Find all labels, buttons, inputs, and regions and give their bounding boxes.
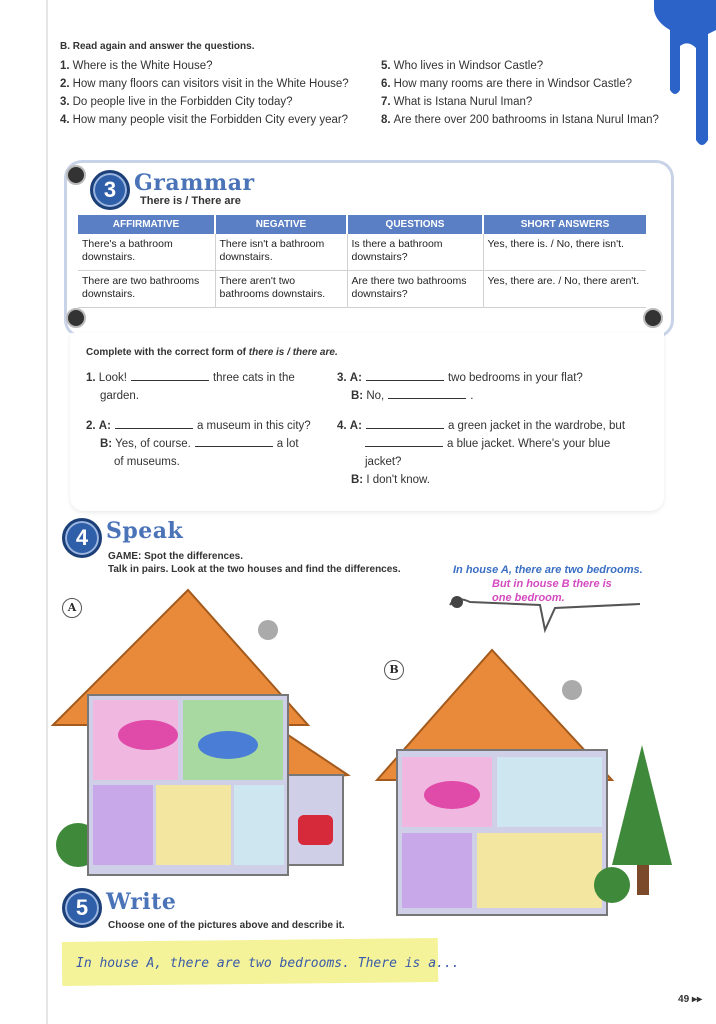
table-cell: There aren't two bathrooms downstairs. [215, 271, 347, 308]
exercise-item-4: 4. A: a green jacket in the wardrobe, but a blue jacket. Where's your blue jacket? B: I don't know. [337, 417, 647, 489]
speak-title: Speak [106, 518, 184, 544]
section-b-title: B. Read again and answer the questions. [60, 41, 255, 52]
exercise-item-3: 3. A: two bedrooms in your flat? B: No, . [337, 369, 637, 405]
exercise-instruction: Complete with the correct form of there is / there are. [86, 347, 338, 358]
pin-icon [66, 165, 86, 185]
paint-drip-decoration [626, 0, 716, 150]
question-5: 5. Who lives in Windsor Castle? [381, 60, 544, 72]
page-number: 49 ▸▸ [678, 994, 702, 1005]
answer-blank[interactable] [115, 417, 193, 429]
table-cell: There are two bathrooms downstairs. [78, 271, 215, 308]
section-number-badge: 5 [62, 888, 102, 928]
speech-line-1: In house A, there are two bedrooms. [453, 564, 643, 576]
pin-icon [66, 308, 86, 328]
speech-line-3: one bedroom. [492, 592, 565, 604]
answer-blank[interactable] [366, 417, 444, 429]
table-cell: Yes, there are. / No, there aren't. [483, 271, 646, 308]
exercise-item-1: 1. Look! three cats in the garden. [86, 369, 316, 405]
table-cell: There's a bathroom downstairs. [78, 234, 215, 271]
answer-blank[interactable] [365, 435, 443, 447]
grammar-subtitle: There is / There are [140, 195, 241, 207]
question-7: 7. What is Istana Nurul Iman? [381, 96, 533, 108]
column-header: AFFIRMATIVE [78, 215, 215, 234]
column-header: NEGATIVE [215, 215, 347, 234]
answer-blank[interactable] [366, 369, 444, 381]
house-b-label: B [384, 660, 404, 680]
answer-blank[interactable] [195, 435, 273, 447]
table-cell: Are there two bathrooms downstairs? [347, 271, 483, 308]
speak-game-line: GAME: Spot the differences. [108, 551, 244, 562]
speech-pointer-icon [445, 590, 645, 635]
table-row [78, 271, 646, 308]
table-row [78, 234, 646, 271]
pin-icon [643, 308, 663, 328]
question-1: 1. Where is the White House? [60, 60, 213, 72]
question-3: 3. Do people live in the Forbidden City today? [60, 96, 293, 108]
question-8: 8. Are there over 200 bathrooms in Istana Nurul Iman? [381, 114, 659, 126]
answer-blank[interactable] [388, 387, 466, 399]
column-header: SHORT ANSWERS [483, 215, 646, 234]
column-header: QUESTIONS [347, 215, 483, 234]
question-2: 2. How many floors can visitors visit in the White House? [60, 78, 349, 90]
house-b-illustration [372, 645, 692, 920]
table-header-row [78, 215, 646, 234]
question-6: 6. How many rooms are there in Windsor Castle? [381, 78, 632, 90]
table-cell: Yes, there is. / No, there isn't. [483, 234, 646, 271]
write-instruction: Choose one of the pictures above and describe it. [108, 920, 345, 931]
section-number-badge: 4 [62, 518, 102, 558]
write-example: In house A, there are two bedrooms. There is a... [76, 956, 460, 971]
exercise-item-2: 2. A: a museum in this city? B: Yes, of course. a lot of museums. [86, 417, 336, 471]
question-4: 4. How many people visit the Forbidden City every year? [60, 114, 349, 126]
grammar-table [78, 215, 646, 308]
speak-instruction: Talk in pairs. Look at the two houses and find the differences. [108, 564, 401, 575]
write-title: Write [106, 889, 177, 915]
answer-blank[interactable] [131, 369, 209, 381]
house-a-illustration [48, 585, 353, 885]
house-a-label: A [62, 598, 82, 618]
table-cell: There isn't a bathroom downstairs. [215, 234, 347, 271]
section-number-badge: 3 [90, 170, 130, 210]
speech-line-2: But in house B there is [492, 578, 612, 590]
grammar-title: Grammar [134, 170, 255, 196]
table-cell: Is there a bathroom downstairs? [347, 234, 483, 271]
